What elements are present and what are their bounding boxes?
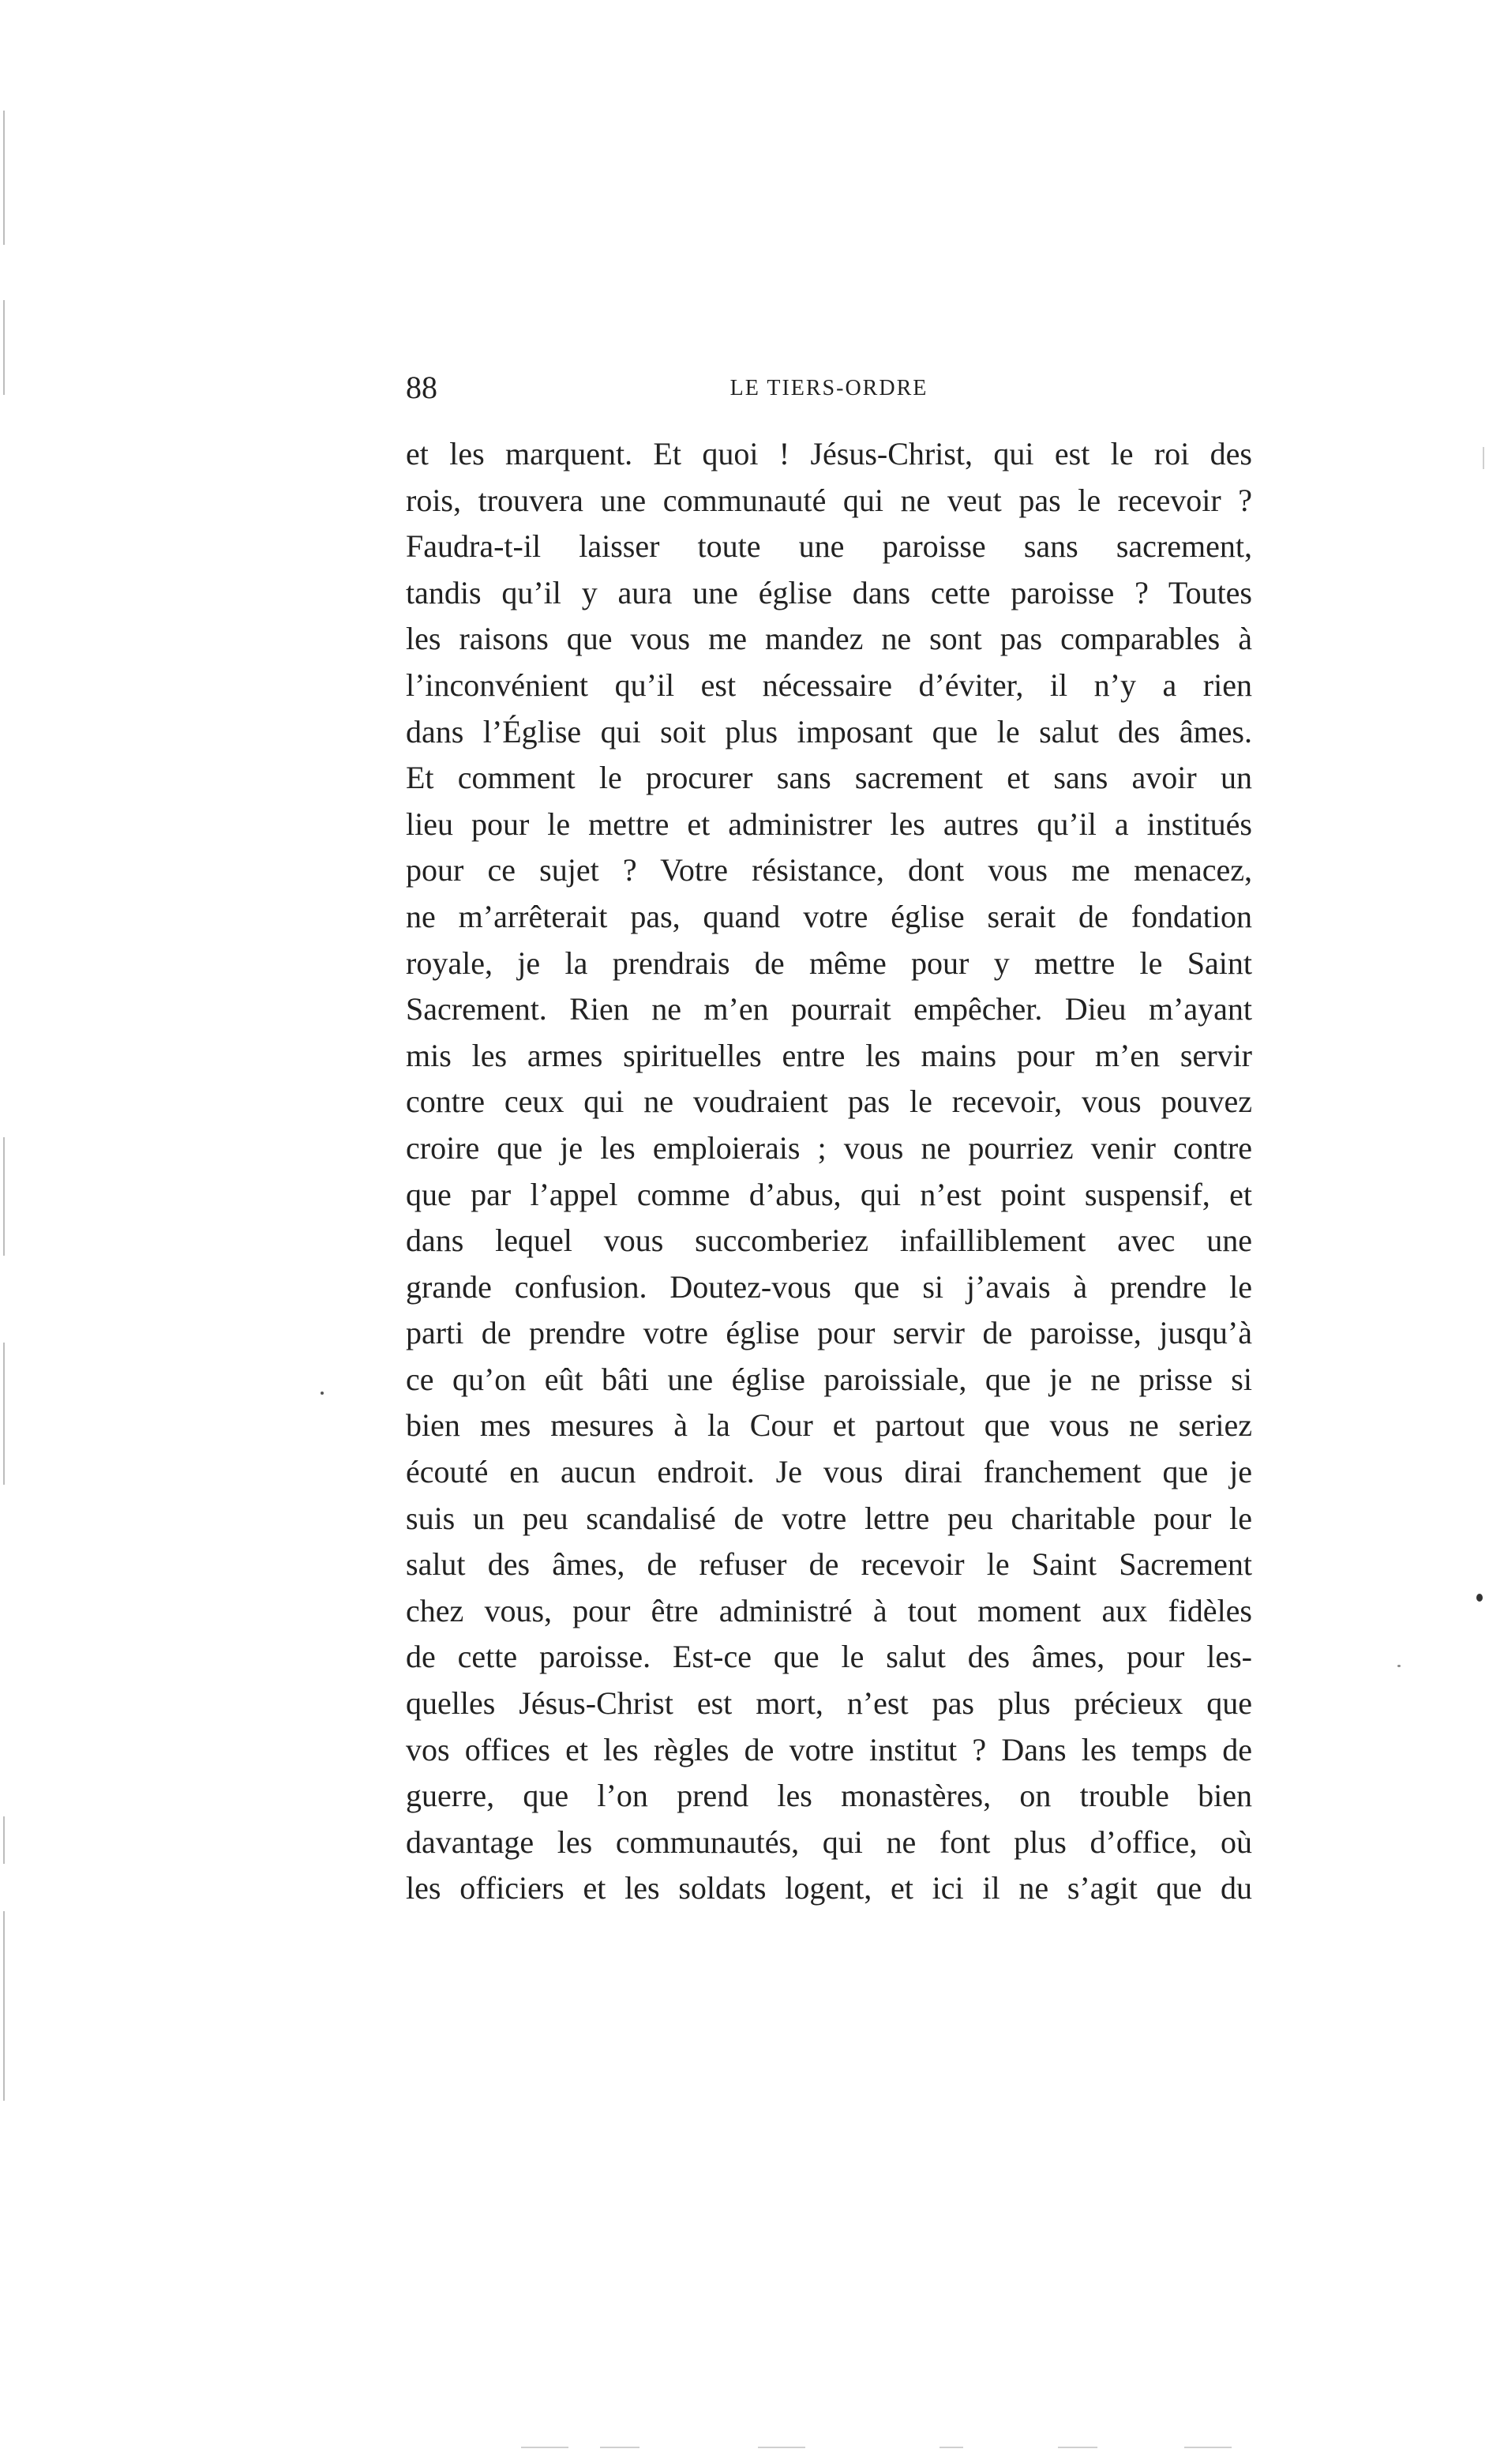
text-line: l’inconvénient qu’il est nécessaire d’éviter, il n’y a rien (406, 667, 1252, 703)
scan-edge-mark (3, 111, 5, 245)
scan-edge-mark (3, 1343, 5, 1485)
scan-speck (1476, 1594, 1483, 1602)
text-line: rois, trouvera une communauté qui ne veut pas le recevoir ? (406, 482, 1252, 518)
text-line: mis les armes spirituelles entre les mains pour m’en servir (406, 1037, 1252, 1073)
text-line: grande confusion. Doutez-vous que si j’avais à prendre le (406, 1268, 1252, 1305)
scan-bottom-line (600, 2447, 639, 2448)
scan-edge-mark (3, 300, 5, 395)
text-line: les raisons que vous me mandez ne sont pas comparables à (406, 621, 1252, 657)
scan-speck (1397, 1665, 1401, 1667)
scan-bottom-line (940, 2447, 963, 2448)
scan-edge-mark (3, 1911, 5, 2101)
text-line: royale, je la prendrais de même pour y mettre le Saint (406, 945, 1252, 981)
scan-speck (321, 1392, 324, 1395)
text-line: écouté en aucun endroit. Je vous dirai franchement que je (406, 1454, 1252, 1490)
running-head: LE TIERS-ORDRE (729, 376, 928, 400)
scan-bottom-line (758, 2447, 805, 2448)
text-line: guerre, que l’on prend les monastères, on trouble bien (406, 1778, 1252, 1814)
text-line: lieu pour le mettre et administrer les autres qu’il a institués (406, 806, 1252, 842)
scan-edge-mark (3, 1137, 5, 1256)
text-line: ce qu’on eût bâti une église paroissiale, que je ne prisse si (406, 1361, 1252, 1397)
text-line: contre ceux qui ne voudraient pas le recevoir, vous pouvez (406, 1084, 1252, 1120)
page-header (406, 368, 1252, 408)
scan-bottom-line (521, 2447, 568, 2448)
body-text (406, 431, 1252, 1912)
text-line: parti de prendre votre église pour servir de paroisse, jusqu’à (406, 1315, 1252, 1351)
text-line: tandis qu’il y aura une église dans cette paroisse ? Toutes (406, 574, 1252, 610)
text-line: pour ce sujet ? Votre résistance, dont vous me menacez, (406, 852, 1252, 888)
text-line: croire que je les emploierais ; vous ne pourriez venir contre (406, 1129, 1252, 1166)
text-line: dans l’Église qui soit plus imposant que le salut des âmes. (406, 713, 1252, 749)
scan-edge-mark (3, 1816, 5, 1864)
text-line: Faudra-t-il laisser toute une paroisse sans sacrement, (406, 528, 1252, 565)
text-line: vos offices et les règles de votre institut ? Dans les temps de (406, 1731, 1252, 1767)
text-line: et les marquent. Et quoi ! Jésus-Christ, qui est le roi des (406, 436, 1252, 471)
text-line: chez vous, pour être administré à tout moment aux fidèles (406, 1592, 1252, 1628)
text-line: quelles Jésus-Christ est mort, n’est pas plus précieux que (406, 1685, 1252, 1722)
text-line: salut des âmes, de refuser de recevoir le Saint Sacrement (406, 1546, 1252, 1583)
scan-bottom-line (1184, 2447, 1232, 2448)
text-line: ne m’arrêterait pas, quand votre église serait de fondation (406, 898, 1252, 934)
page-number: 88 (406, 370, 437, 405)
text-line: suis un peu scandalisé de votre lettre peu charitable pour le (406, 1500, 1252, 1536)
scan-bottom-line (1058, 2447, 1097, 2448)
text-line: que par l’appel comme d’abus, qui n’est point suspensif, et (406, 1176, 1252, 1212)
text-line: de cette paroisse. Est-ce que le salut des âmes, pour les- (406, 1639, 1252, 1675)
text-line: Et comment le procurer sans sacrement et sans avoir un (406, 760, 1252, 796)
text-line: les officiers et les soldats logent, et ici il ne s’agit que du (406, 1870, 1252, 1906)
text-line: davantage les communautés, qui ne font plus d’office, où (406, 1824, 1252, 1860)
text-line: Sacrement. Rien ne m’en pourrait empêcher. Dieu m’ayant (406, 991, 1252, 1027)
scan-edge-mark (1483, 447, 1484, 469)
text-line: bien mes mesures à la Cour et partout que vous ne seriez (406, 1407, 1252, 1444)
text-line: dans lequel vous succomberiez infailliblement avec une (406, 1223, 1252, 1259)
